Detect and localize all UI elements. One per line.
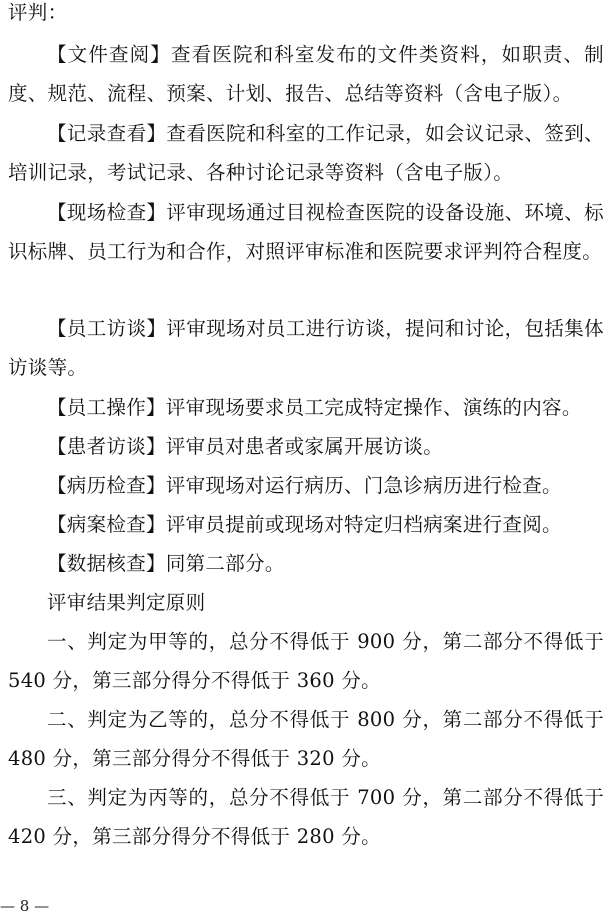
method-text: 查看医院和科室的工作记录，如会议记录、签到、培训记录，考试记录、各种讨论记录等资料（含电子版）。: [8, 122, 604, 184]
method-term: 【文件查阅】: [47, 43, 171, 66]
method-term: 【员工操作】: [47, 396, 166, 419]
method-patient-interview: [8, 428, 604, 467]
principles-title: 评审结果判定原则: [47, 591, 206, 614]
method-term: 【病案检查】: [47, 513, 166, 536]
method-staff-interview: [8, 310, 604, 387]
method-staff-operation: [8, 389, 604, 428]
method-text: 查看医院和科室发布的文件类资料，如职责、制度、规范、流程、预案、计划、报告、总结等资料（含电子版）。: [8, 43, 604, 105]
method-medical-record-check: [8, 467, 604, 506]
section-heading: 评判：: [8, 1, 68, 24]
method-term: 【记录查看】: [47, 122, 167, 145]
method-term: 【病历检查】: [47, 474, 166, 497]
principle-grade-b: 二、判定为乙等的，总分不得低于 800 分，第二部分不得低于 480 分，第三部分得分不得低于 320 分。: [8, 708, 604, 770]
method-record-review: [8, 115, 604, 192]
method-text: 评审现场对运行病历、门急诊病历进行检查。: [165, 474, 562, 497]
principle-grade-c: 三、判定为丙等的，总分不得低于 700 分，第二部分不得低于 420 分，第三部分得分不得低于 280 分。: [8, 786, 604, 848]
method-text: 评审现场对员工进行访谈，提问和讨论，包括集体访谈等。: [8, 317, 604, 379]
method-text: 评审现场要求员工完成特定操作、演练的内容。: [165, 396, 582, 419]
method-term: 【数据核查】: [47, 552, 166, 575]
method-data-verification: [8, 545, 604, 584]
method-text: 评审现场通过目视检查医院的设备设施、环境、标识标牌、员工行为和合作，对照评审标准和医院要求评判符合程度。: [8, 201, 604, 263]
principle-grade-a: 一、判定为甲等的，总分不得低于 900 分，第二部分不得低于 540 分，第三部分得分不得低于 360 分。: [8, 630, 604, 692]
method-term: 【员工访谈】: [47, 317, 167, 340]
method-text: 评审员提前或现场对特定归档病案进行查阅。: [165, 513, 562, 536]
method-archived-case-check: [8, 506, 604, 545]
method-term: 【现场检查】: [47, 201, 167, 224]
method-term: 【患者访谈】: [47, 435, 166, 458]
method-text: 同第二部分。: [165, 552, 285, 575]
method-onsite-inspection: [8, 194, 604, 271]
method-file-review: [8, 36, 604, 113]
method-text: 评审员对患者或家属开展访谈。: [165, 435, 444, 458]
page-number: — 8 —: [0, 897, 50, 915]
